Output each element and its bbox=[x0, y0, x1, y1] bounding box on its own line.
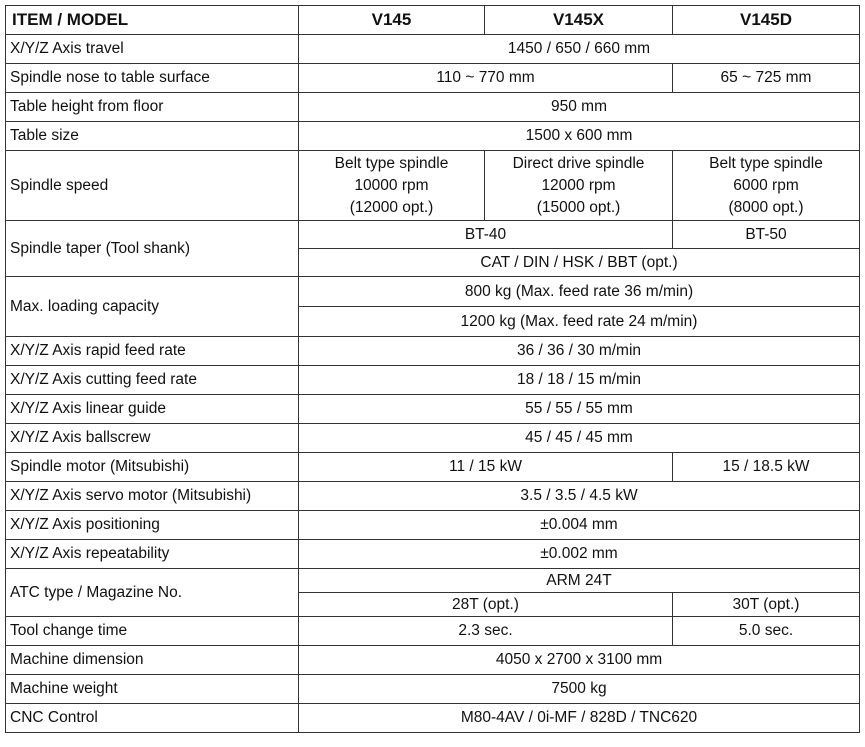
value-atc-type: ARM 24T bbox=[299, 569, 860, 593]
label-positioning: X/Y/Z Axis positioning bbox=[6, 511, 299, 540]
label-spindle-taper: Spindle taper (Tool shank) bbox=[6, 221, 299, 277]
spindle-speed-v145x-opt: (15000 opt.) bbox=[536, 198, 621, 216]
label-spindle-nose: Spindle nose to table surface bbox=[6, 64, 299, 93]
row-tool-change bbox=[6, 617, 860, 646]
row-positioning bbox=[6, 511, 860, 540]
label-spindle-motor: Spindle motor (Mitsubishi) bbox=[6, 453, 299, 482]
value-spindle-nose-v145-v145x: 110 ~ 770 mm bbox=[299, 64, 673, 93]
spindle-speed-v145-opt: (12000 opt.) bbox=[349, 198, 434, 216]
label-cnc: CNC Control bbox=[6, 704, 299, 733]
value-weight: 7500 kg bbox=[299, 675, 860, 704]
row-atc bbox=[6, 569, 860, 593]
spindle-speed-v145-type: Belt type spindle bbox=[334, 154, 449, 172]
value-cutting-feed: 18 / 18 / 15 m/min bbox=[299, 366, 860, 395]
spindle-speed-v145d-rpm: 6000 rpm bbox=[733, 176, 799, 194]
label-linear-guide: X/Y/Z Axis linear guide bbox=[6, 395, 299, 424]
row-rapid-feed bbox=[6, 337, 860, 366]
value-loading-capacity-2: 1200 kg (Max. feed rate 24 m/min) bbox=[299, 307, 860, 337]
label-ballscrew: X/Y/Z Axis ballscrew bbox=[6, 424, 299, 453]
row-repeatability bbox=[6, 540, 860, 569]
label-table-height: Table height from floor bbox=[6, 93, 299, 122]
value-spindle-speed-v145 bbox=[299, 151, 485, 221]
row-spindle-speed bbox=[6, 151, 860, 221]
value-linear-guide: 55 / 55 / 55 mm bbox=[299, 395, 860, 424]
header-model-v145x: V145X bbox=[485, 6, 673, 35]
value-table-height: 950 mm bbox=[299, 93, 860, 122]
spec-table bbox=[5, 5, 860, 733]
spindle-speed-v145-rpm: 10000 rpm bbox=[354, 176, 429, 194]
row-spindle-nose bbox=[6, 64, 860, 93]
label-tool-change: Tool change time bbox=[6, 617, 299, 646]
value-servo-motor: 3.5 / 3.5 / 4.5 kW bbox=[299, 482, 860, 511]
spindle-speed-v145d-type: Belt type spindle bbox=[709, 154, 823, 172]
row-table-size bbox=[6, 122, 860, 151]
label-weight: Machine weight bbox=[6, 675, 299, 704]
value-spindle-taper-option: CAT / DIN / HSK / BBT (opt.) bbox=[299, 249, 860, 277]
row-cnc bbox=[6, 704, 860, 733]
row-weight bbox=[6, 675, 860, 704]
spindle-speed-v145d-opt: (8000 opt.) bbox=[728, 198, 804, 216]
header-model-v145: V145 bbox=[299, 6, 485, 35]
value-spindle-taper-v145-v145x: BT-40 bbox=[299, 221, 673, 249]
label-servo-motor: X/Y/Z Axis servo motor (Mitsubishi) bbox=[6, 482, 299, 511]
row-servo-motor bbox=[6, 482, 860, 511]
value-positioning: ±0.004 mm bbox=[299, 511, 860, 540]
value-axis-travel: 1450 / 650 / 660 mm bbox=[299, 35, 860, 64]
label-dimension: Machine dimension bbox=[6, 646, 299, 675]
value-tool-change-v145-v145x: 2.3 sec. bbox=[299, 617, 673, 646]
value-spindle-speed-v145x bbox=[485, 151, 673, 221]
label-table-size: Table size bbox=[6, 122, 299, 151]
value-spindle-motor-v145d: 15 / 18.5 kW bbox=[673, 453, 860, 482]
value-atc-v145-v145x: 28T (opt.) bbox=[299, 593, 673, 617]
value-rapid-feed: 36 / 36 / 30 m/min bbox=[299, 337, 860, 366]
value-spindle-taper-v145d: BT-50 bbox=[673, 221, 860, 249]
value-loading-capacity-1: 800 kg (Max. feed rate 36 m/min) bbox=[299, 277, 860, 307]
value-ballscrew: 45 / 45 / 45 mm bbox=[299, 424, 860, 453]
row-table-height bbox=[6, 93, 860, 122]
value-dimension: 4050 x 2700 x 3100 mm bbox=[299, 646, 860, 675]
label-repeatability: X/Y/Z Axis repeatability bbox=[6, 540, 299, 569]
label-atc: ATC type / Magazine No. bbox=[6, 569, 299, 617]
value-spindle-nose-v145d: 65 ~ 725 mm bbox=[673, 64, 860, 93]
row-spindle-taper bbox=[6, 221, 860, 249]
value-tool-change-v145d: 5.0 sec. bbox=[673, 617, 860, 646]
spindle-speed-v145x-type: Direct drive spindle bbox=[512, 154, 645, 172]
value-spindle-motor-v145-v145x: 11 / 15 kW bbox=[299, 453, 673, 482]
value-table-size: 1500 x 600 mm bbox=[299, 122, 860, 151]
label-axis-travel: X/Y/Z Axis travel bbox=[6, 35, 299, 64]
header-item-model: ITEM / MODEL bbox=[6, 6, 299, 35]
row-cutting-feed bbox=[6, 366, 860, 395]
value-atc-v145d: 30T (opt.) bbox=[673, 593, 860, 617]
row-spindle-motor bbox=[6, 453, 860, 482]
header-row bbox=[6, 6, 860, 35]
header-model-v145d: V145D bbox=[673, 6, 860, 35]
label-loading-capacity: Max. loading capacity bbox=[6, 277, 299, 337]
row-linear-guide bbox=[6, 395, 860, 424]
label-cutting-feed: X/Y/Z Axis cutting feed rate bbox=[6, 366, 299, 395]
row-dimension bbox=[6, 646, 860, 675]
value-spindle-speed-v145d bbox=[673, 151, 860, 221]
label-rapid-feed: X/Y/Z Axis rapid feed rate bbox=[6, 337, 299, 366]
value-repeatability: ±0.002 mm bbox=[299, 540, 860, 569]
row-axis-travel bbox=[6, 35, 860, 64]
row-loading-capacity bbox=[6, 277, 860, 307]
value-cnc: M80-4AV / 0i-MF / 828D / TNC620 bbox=[299, 704, 860, 733]
spindle-speed-v145x-rpm: 12000 rpm bbox=[541, 176, 616, 194]
label-spindle-speed: Spindle speed bbox=[6, 151, 299, 221]
row-ballscrew bbox=[6, 424, 860, 453]
